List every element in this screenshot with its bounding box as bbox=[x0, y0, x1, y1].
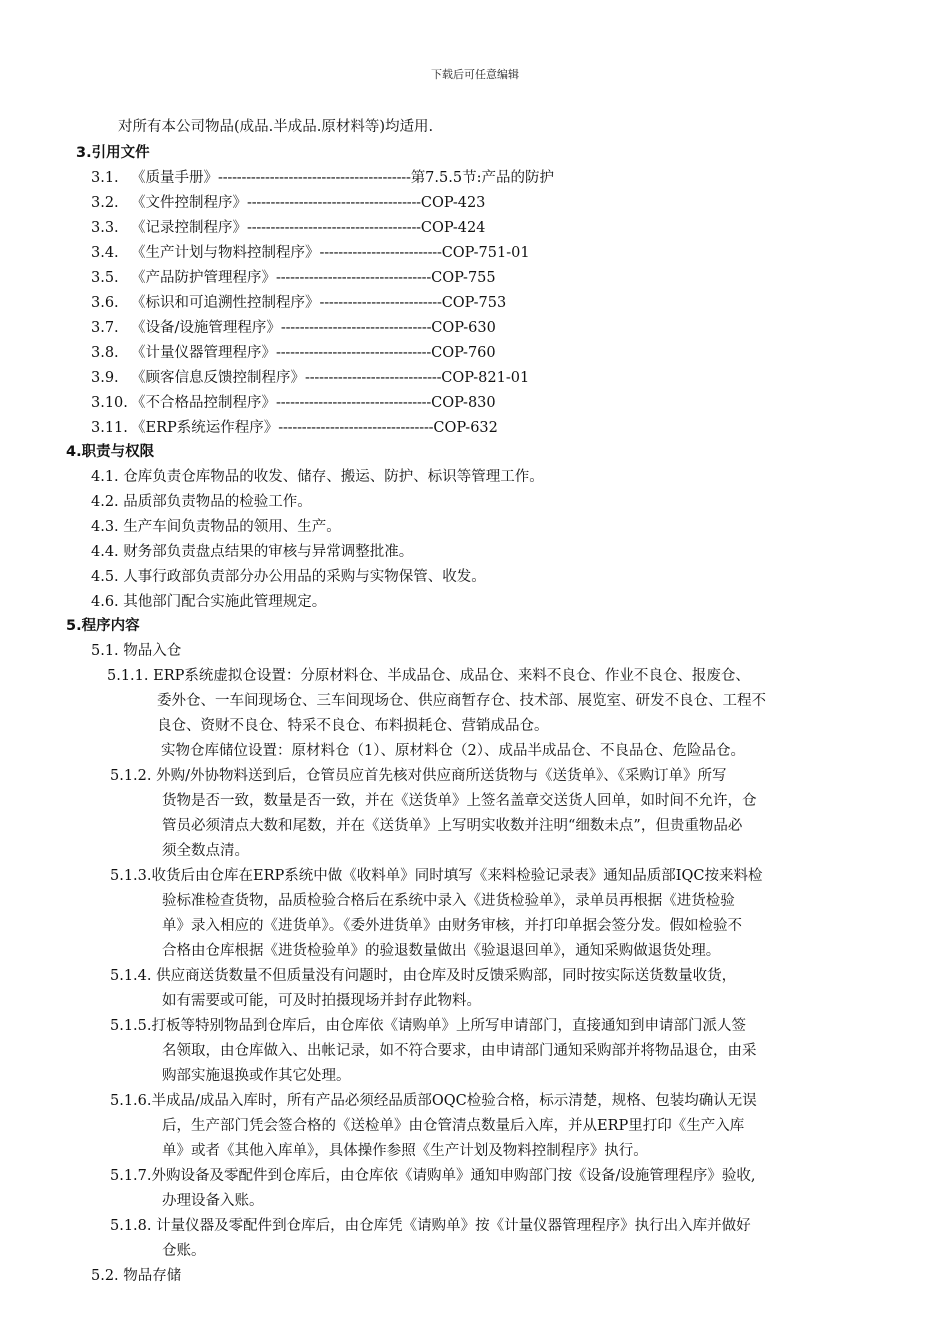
reference-title: 《标识和可追溯性控制程序》 bbox=[131, 295, 320, 311]
reference-code: COP-755 bbox=[431, 270, 496, 286]
reference-item bbox=[91, 268, 496, 288]
reference-number: 3.4. bbox=[91, 245, 119, 261]
paragraph-line: 5.1.8. 计量仪器及零配件到仓库后，由仓库凭《请购单》按《计量仪器管理程序》执行出入库并做好 bbox=[110, 1218, 751, 1234]
reference-item bbox=[91, 193, 485, 213]
subsection-heading: 5.1. 物品入仓 bbox=[91, 643, 182, 659]
reference-item bbox=[91, 393, 496, 413]
paragraph-line: 后，生产部门凭会签合格的《送检单》由仓管清点数量后入库，并从ERP里打印《生产入库 bbox=[162, 1118, 745, 1134]
paragraph-line: 5.1.6.半成品/成品入库时，所有产品必须经品质部OQC检验合格，标示清楚，规格、包装均确认无误 bbox=[110, 1093, 757, 1109]
reference-number: 3.11. bbox=[91, 420, 128, 436]
reference-item bbox=[91, 218, 485, 238]
reference-title: 《顾客信息反馈控制程序》 bbox=[131, 370, 305, 386]
reference-item bbox=[91, 368, 529, 388]
reference-title: 《计量仪器管理程序》 bbox=[131, 345, 276, 361]
paragraph-line: 5.1.2. 外购/外协物料送到后，仓管员应首先核对供应商所送货物与《送货单》、《采购订单》所写 bbox=[110, 768, 727, 784]
reference-number: 3.9. bbox=[91, 370, 119, 386]
reference-leader: --------------------------------- bbox=[276, 345, 432, 361]
reference-number: 3.6. bbox=[91, 295, 119, 311]
paragraph-line: 单》或者《其他入库单》，具体操作参照《生产计划及物料控制程序》执行。 bbox=[162, 1143, 648, 1159]
section-heading-procedure: 5.程序内容 bbox=[66, 618, 140, 634]
reference-number: 3.10. bbox=[91, 395, 128, 411]
reference-leader: -------------------------------- bbox=[280, 320, 432, 336]
paragraph-line: 5.1.4. 供应商送货数量不但质量没有问题时，由仓库及时反馈采购部，同时按实际送货数量收货， bbox=[110, 968, 737, 984]
reference-code: COP-630 bbox=[431, 320, 496, 336]
reference-code: COP-821-01 bbox=[441, 370, 530, 386]
paragraph-line: 办理设备入账。 bbox=[162, 1193, 264, 1209]
reference-leader: --------------------------------- bbox=[278, 420, 434, 436]
reference-code: COP-753 bbox=[441, 295, 507, 311]
paragraph-line: 合格由仓库根据《进货检验单》的验退数量做出《验退退回单》，通知采购做退货处理。 bbox=[162, 943, 721, 959]
subsection-heading: 5.2. 物品存储 bbox=[91, 1268, 182, 1284]
reference-number: 3.5. bbox=[91, 270, 119, 286]
paragraph-line: 5.1.7.外购设备及零配件到仓库后，由仓库依《请购单》通知申购部门按《设备/设施管理程序》验收, bbox=[110, 1168, 756, 1184]
duty-item: 4.3. 生产车间负责物品的领用、生产。 bbox=[91, 519, 341, 535]
paragraph-line: 实物仓库储位设置：原材料仓（1）、原材料仓（2）、成品半成品仓、不良品仓、危险品仓。 bbox=[161, 743, 745, 759]
reference-number: 3.1. bbox=[91, 170, 119, 186]
paragraph-line: 如有需要或可能，可及时拍摄现场并封存此物料。 bbox=[162, 993, 481, 1009]
duty-item: 4.1. 仓库负责仓库物品的收发、储存、搬运、防护、标识等管理工作。 bbox=[91, 469, 544, 485]
duty-item: 4.4. 财务部负责盘点结果的审核与异常调整批准。 bbox=[91, 544, 414, 560]
reference-item bbox=[91, 343, 496, 363]
reference-number: 3.3. bbox=[91, 220, 119, 236]
reference-code: COP-760 bbox=[431, 345, 496, 361]
reference-code: 第7.5.5节:产品的防护 bbox=[410, 170, 554, 186]
reference-item bbox=[91, 318, 496, 338]
paragraph-line: 名领取，由仓库做入、出帐记录，如不符合要求，由申请部门通知采购部并将物品退仓，由采 bbox=[162, 1043, 757, 1059]
reference-title: 《ERP系统运作程序》 bbox=[131, 420, 279, 436]
reference-item bbox=[91, 418, 498, 438]
reference-title: 《产品防护管理程序》 bbox=[131, 270, 276, 286]
scope-text: 对所有本公司物品(成品.半成品.原材料等)均适用. bbox=[118, 119, 434, 135]
paragraph-line: 货物是否一致，数量是否一致，并在《送货单》上签名盖章交送货人回单，如时间不允许，仓 bbox=[162, 793, 757, 809]
paragraph-line: 仓账。 bbox=[162, 1243, 206, 1259]
header-watermark: 下载后可任意编辑 bbox=[431, 68, 519, 81]
duty-item: 4.5. 人事行政部负责部分办公用品的采购与实物保管、收发。 bbox=[91, 569, 486, 585]
reference-item bbox=[91, 293, 506, 313]
reference-number: 3.2. bbox=[91, 195, 119, 211]
reference-leader: ------------------------------------- bbox=[247, 220, 421, 236]
reference-leader: -------------------------- bbox=[319, 295, 442, 311]
duty-item: 4.6. 其他部门配合实施此管理规定。 bbox=[91, 594, 327, 610]
paragraph-line: 管员必须清点大数和尾数，并在《送货单》上写明实收数并注明“细数未点”，但贵重物品必 bbox=[162, 818, 743, 834]
paragraph-line: 单》录入相应的《进货单》。《委外进货单》由财务审核，并打印单据会签分发。假如检验不 bbox=[162, 918, 742, 934]
reference-code: COP-632 bbox=[433, 420, 498, 436]
reference-leader: --------------------------------- bbox=[276, 270, 432, 286]
reference-code: COP-423 bbox=[420, 195, 486, 211]
reference-leader: -------------------------- bbox=[319, 245, 442, 261]
paragraph-line: 验标准检查货物，品质检验合格后在系统中录入《进货检验单》，录单员再根据《进货检验 bbox=[162, 893, 735, 909]
reference-leader: ----------------------------- bbox=[305, 370, 442, 386]
reference-code: COP-751-01 bbox=[441, 245, 530, 261]
reference-item bbox=[91, 168, 554, 188]
duty-item: 4.2. 品质部负责物品的检验工作。 bbox=[91, 494, 312, 510]
reference-number: 3.8. bbox=[91, 345, 119, 361]
reference-title: 《设备/设施管理程序》 bbox=[131, 320, 281, 336]
reference-number: 3.7. bbox=[91, 320, 119, 336]
paragraph-line: 委外仓、一车间现场仓、三车间现场仓、供应商暂存仓、技术部、展览室、研发不良仓、工程不 bbox=[157, 693, 766, 709]
reference-title: 《质量手册》 bbox=[131, 170, 218, 186]
reference-item bbox=[91, 243, 530, 263]
paragraph-line: 5.1.3.收货后由仓库在ERP系统中做《收料单》同时填写《来料检验记录表》通知品质部IQC按来料检 bbox=[110, 868, 763, 884]
reference-leader: ------------------------------------- bbox=[247, 195, 421, 211]
paragraph-line: 须全数点清。 bbox=[162, 843, 249, 859]
reference-title: 《不合格品控制程序》 bbox=[131, 395, 276, 411]
paragraph-line: 5.1.1. ERP系统虚拟仓设置：分原材料仓、半成品仓、成品仓、来料不良仓、作业不良仓、报废仓、 bbox=[107, 668, 750, 684]
paragraph-line: 5.1.5.打板等特别物品到仓库后，由仓库依《请购单》上所写申请部门，直接通知到申请部门派人签 bbox=[110, 1018, 746, 1034]
paragraph-line: 购部实施退换或作其它处理。 bbox=[162, 1068, 351, 1084]
reference-title: 《生产计划与物料控制程序》 bbox=[131, 245, 320, 261]
reference-leader: --------------------------------- bbox=[276, 395, 432, 411]
reference-title: 《记录控制程序》 bbox=[131, 220, 247, 236]
reference-code: COP-424 bbox=[420, 220, 486, 236]
paragraph-line: 良仓、资财不良仓、特采不良仓、布料损耗仓、营销成品仓。 bbox=[157, 718, 549, 734]
section-heading-duties: 4.职责与权限 bbox=[66, 444, 155, 460]
reference-title: 《文件控制程序》 bbox=[131, 195, 247, 211]
reference-code: COP-830 bbox=[431, 395, 496, 411]
reference-leader: ----------------------------------------- bbox=[218, 170, 411, 186]
section-heading-references: 3.引用文件 bbox=[76, 145, 150, 161]
